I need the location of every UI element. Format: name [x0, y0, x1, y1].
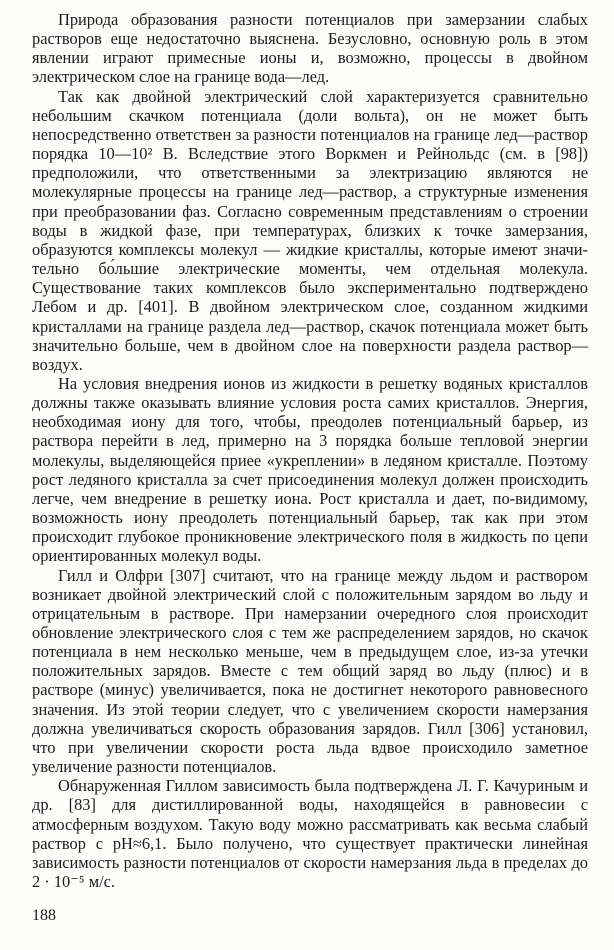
page-number: 188: [32, 907, 56, 924]
paragraph-2: Так как двойной электрический слой характеризуется сравнительно небольшим скачком потенциала (доли вольта), он не может быть непосредственно ответствен за разности потенциалов на границе лед—раствор порядка 10—10² В. Вследствие этого Воркмен и Рейнольдс (см. в [98]) предположили, что ответственными за электризацию являются не молекулярные процессы на границе лед—раствор, а структурные изменения при преобразовании фаз. Согласно современным представлениям о строении воды в жидкой фазе, при температурах, близких к точке замерзания, образуются комплексы молекул — жидкие кристаллы, которые имеют значительно бо́льшие электрические моменты, чем отдельная молекула. Существование таких комплексов было экспериментально подтверждено Лебом и др. [401]. В двойном электрическом слое, созданном жидкими кристаллами на границе раздела лед—раствор, скачок потенциала может быть значительно больше, чем в двойном слое на поверхности раздела раствор—воздух.: [32, 86, 588, 374]
body-text: [32, 10, 588, 891]
paragraph-3: На условия внедрения ионов из жидкости в решетку водяных кристаллов должны также оказывать влияние условия роста самих кристаллов. Энергия, необходимая иону для того, чтобы, преодолев потенциальный барьер, из раствора перейти в лед, примерно на 3 порядка больше тепловой энергии молекулы, выделяющейся приее «укреплении» в ледяном кристалле. Поэтому рост ледяного кристалла за счет присоединения молекул должен происходить легче, чем внедрение в решетку иона. Рост кристалла и дает, по-видимому, возможность иону преодолеть потенциальный барьер, так как при этом происходит глубокое проникновение электрического поля в жидкость по цепи ориентированных молекул воды.: [32, 373, 588, 566]
paragraph-5: Обнаруженная Гиллом зависимость была подтверждена Л. Г. Качуриным и др. [83] для дистиллированной воды, находящейся в равновесии с атмосферным воздухом. Такую воду можно рассматривать как весьма слабый раствор с pH≈6,1. Было получено, что существует практически линейная зависимость разности потенциалов от скорости намерзания льда в пределах до 2 · 10⁻⁵ м/с.: [32, 776, 588, 892]
paragraph-4: Гилл и Олфри [307] считают, что на границе между льдом и раствором возникает двойной электрический слой с положительным зарядом во льду и отрицательным в растворе. При намерзании очередного слоя происходит обновление электрического слоя с тем же распределением зарядов, но скачок потенциала в нем несколько меньше, чем в предыдущем слое, из-за утечки положительных зарядов. Вместе с тем общий заряд во льду (плюс) и в растворе (минус) увеличивается, пока не достигнет некоторого равновесного значения. Из этой теории следует, что с увеличением скорости намерзания должна увеличиваться скорость образования зарядов. Гилл [306] установил, что при увеличении скорости роста льда вдвое происходило заметное увеличение разности потенциалов.: [32, 565, 588, 777]
paragraph-1: Природа образования разности потенциалов при замерзании слабых растворов еще недостаточно выяснена. Безусловно, основную роль в этом явлении играют примесные ионы и, возможно, процессы в двойном электрическом слое на границе вода—лед.: [32, 10, 588, 87]
